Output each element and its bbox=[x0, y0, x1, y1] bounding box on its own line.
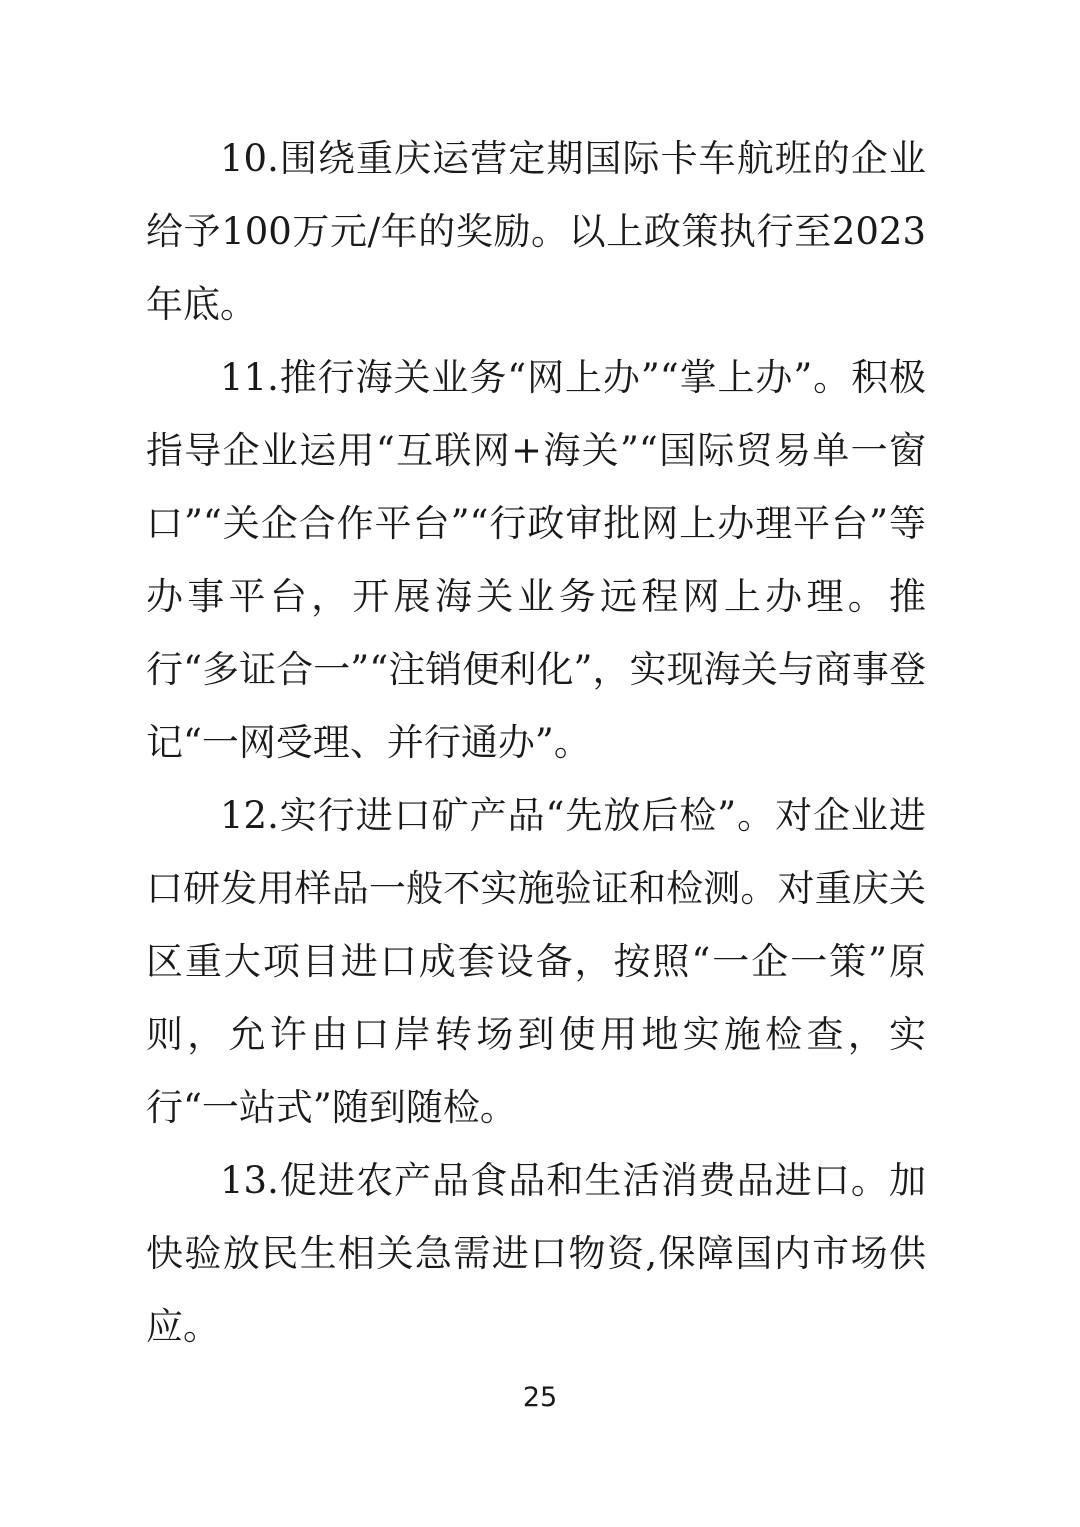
page-number: 25 bbox=[522, 1382, 558, 1413]
document-body bbox=[146, 122, 926, 1363]
paragraph-item-11: 11.推行海关业务“网上办”“掌上办”。积极指导企业运用“互联网+海关”“国际贸易单一窗口”“关企合作平台”“行政审批网上办理平台”等办事平台，开展海关业务远程网上办理。推行“多证合一”“注销便利化”，实现海关与商事登记“一网受理、并行通办”。 bbox=[146, 356, 926, 764]
paragraph-item-10: 10.围绕重庆运营定期国际卡车航班的企业给予100万元/年的奖励。以上政策执行至2023年底。 bbox=[146, 137, 926, 326]
paragraph-item-12: 12.实行进口矿产品“先放后检”。对企业进口研发用样品一般不实施验证和检测。对重庆关区重大项目进口成套设备，按照“一企一策”原则，允许由口岸转场到使用地实施检查，实行“一站式”随到随检。 bbox=[146, 794, 926, 1129]
paragraph-item-13: 13.促进农产品食品和生活消费品进口。加快验放民生相关急需进口物资,保障国内市场供应。 bbox=[146, 1159, 926, 1348]
